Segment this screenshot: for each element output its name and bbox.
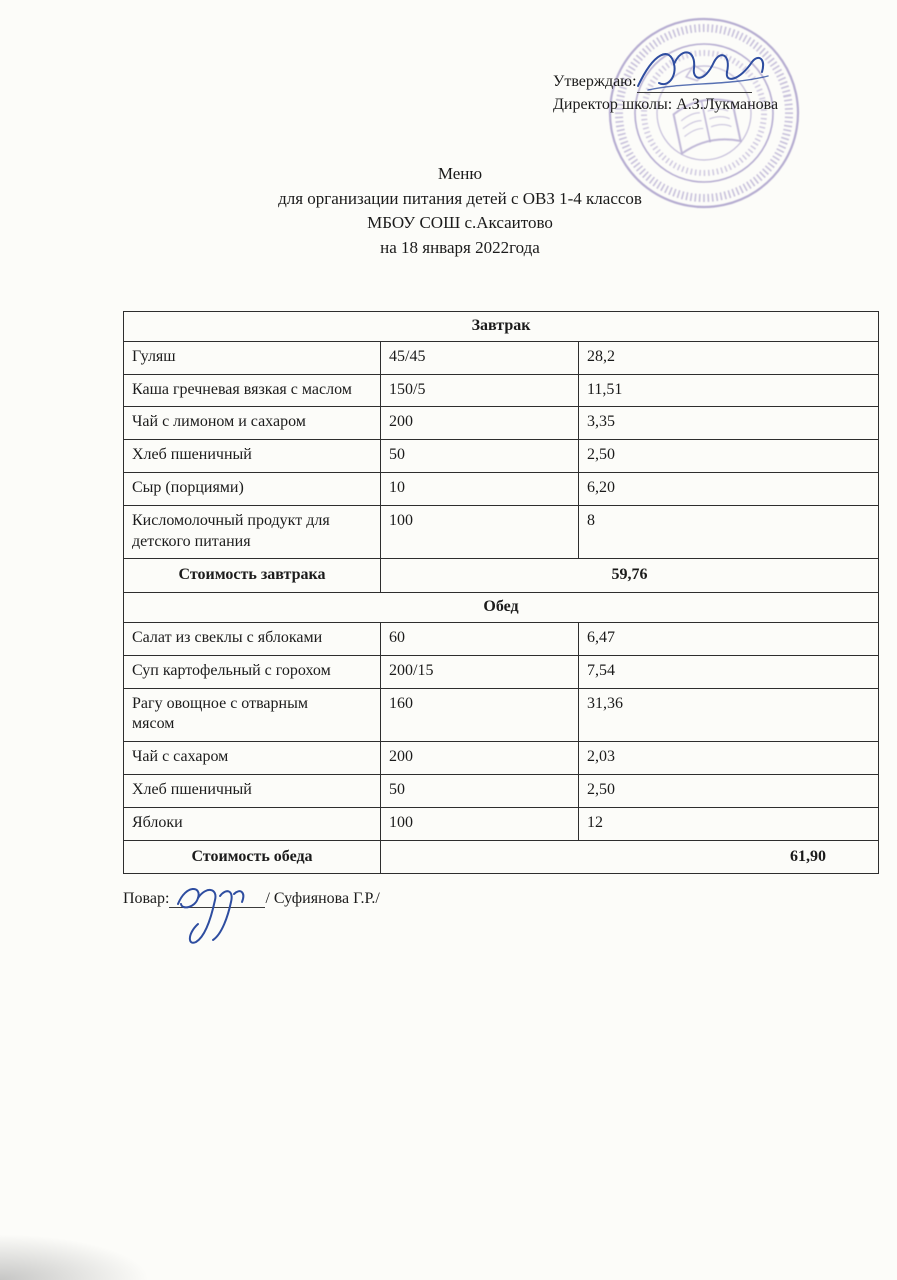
- portion-cell: 100: [381, 505, 579, 559]
- dish-name-cell: Салат из свеклы с яблоками: [124, 622, 381, 655]
- table-row-total-breakfast: [124, 559, 879, 593]
- table-row-total-lunch: [124, 840, 879, 874]
- table-row: [124, 341, 879, 374]
- breakfast-total-value: 59,76: [381, 559, 879, 593]
- portion-cell: 50: [381, 774, 579, 807]
- dish-name-cell: Гуляш: [124, 341, 381, 374]
- price-cell: 12: [579, 807, 879, 840]
- table-row: [124, 807, 879, 840]
- portion-cell: 150/5: [381, 374, 579, 407]
- table-row: [124, 688, 879, 742]
- table-row: [124, 472, 879, 505]
- cook-signature: [168, 878, 263, 950]
- table-row: [124, 742, 879, 775]
- portion-cell: 200: [381, 742, 579, 775]
- menu-table: [123, 311, 879, 874]
- price-cell: 28,2: [579, 341, 879, 374]
- lunch-total-label: Стоимость обеда: [124, 840, 381, 874]
- dish-name-cell: Хлеб пшеничный: [124, 774, 381, 807]
- dish-name-cell: Кисломолочный продукт для детского питания: [124, 505, 381, 559]
- section-header-lunch: Обед: [124, 593, 879, 623]
- portion-cell: 45/45: [381, 341, 579, 374]
- dish-name-cell: Суп картофельный с горохом: [124, 655, 381, 688]
- dish-name-cell: Чай с сахаром: [124, 742, 381, 775]
- scan-smudge: [0, 1234, 150, 1280]
- director-signature-graphic: [628, 42, 778, 102]
- portion-cell: 200: [381, 407, 579, 440]
- price-cell: 3,35: [579, 407, 879, 440]
- table-row: [124, 622, 879, 655]
- title-line-4: на 18 января 2022года: [380, 237, 540, 257]
- table-row-section-lunch: [124, 593, 879, 623]
- portion-cell: 160: [381, 688, 579, 742]
- cook-signature-graphic: [168, 878, 263, 950]
- approve-label: Утверждаю:: [553, 73, 637, 90]
- director-signature: [628, 42, 778, 102]
- dish-name-cell: Каша гречневая вязкая с маслом: [124, 374, 381, 407]
- price-cell: 11,51: [579, 374, 879, 407]
- table-row: [124, 774, 879, 807]
- price-cell: 6,20: [579, 472, 879, 505]
- table-row: [124, 440, 879, 473]
- dish-name-cell: Хлеб пшеничный: [124, 440, 381, 473]
- table-row: [124, 505, 879, 559]
- table-row: [124, 655, 879, 688]
- portion-cell: 60: [381, 622, 579, 655]
- table-row: [124, 374, 879, 407]
- price-cell: 2,50: [579, 774, 879, 807]
- title-line-1: Меню: [437, 164, 483, 183]
- price-cell: 2,03: [579, 742, 879, 775]
- dish-name-cell: Сыр (порциями): [124, 472, 381, 505]
- title-line-2: для организации питания детей с ОВЗ 1-4 классов: [278, 188, 642, 208]
- price-cell: 2,50: [579, 440, 879, 473]
- price-cell: 6,47: [579, 622, 879, 655]
- portion-cell: 50: [381, 440, 579, 473]
- table-row-section-breakfast: [124, 312, 879, 342]
- table-row: [124, 407, 879, 440]
- dish-name-cell: Рагу овощное с отварным мясом: [124, 688, 381, 742]
- dish-name-cell: Чай с лимоном и сахаром: [124, 407, 381, 440]
- portion-cell: 200/15: [381, 655, 579, 688]
- cook-label: Повар:: [123, 890, 170, 907]
- portion-cell: 10: [381, 472, 579, 505]
- price-cell: 8: [579, 505, 879, 559]
- director-line: Директор школы: А.З.Лукманова: [553, 96, 779, 114]
- dish-name-cell: Яблоки: [124, 807, 381, 840]
- lunch-total-value: 61,90: [381, 840, 879, 874]
- section-header-breakfast: Завтрак: [124, 312, 879, 342]
- title-line-3: МБОУ СОШ с.Аксаитово: [367, 213, 553, 233]
- price-cell: 31,36: [579, 688, 879, 742]
- breakfast-total-label: Стоимость завтрака: [124, 559, 381, 593]
- cook-name: / Суфиянова Г.Р./: [265, 890, 380, 907]
- price-cell: 7,54: [579, 655, 879, 688]
- portion-cell: 100: [381, 807, 579, 840]
